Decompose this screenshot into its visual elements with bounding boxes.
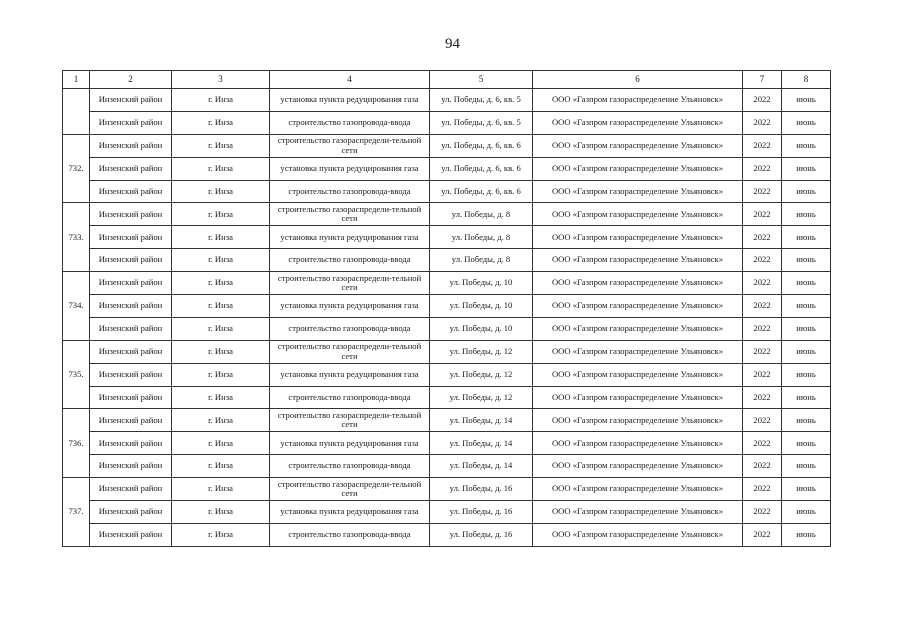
address-cell: ул. Победы, д. 16 <box>430 478 533 501</box>
organization-cell: ООО «Газпром газораспределение Ульяновск» <box>533 386 743 409</box>
city-cell: г. Инза <box>172 523 270 546</box>
table-row <box>63 157 831 180</box>
work-type-cell: строительство газопровода-ввода <box>270 386 430 409</box>
year-cell: 2022 <box>743 111 782 134</box>
district-cell: Инзенский район <box>90 363 172 386</box>
table-row <box>63 203 831 226</box>
district-cell: Инзенский район <box>90 317 172 340</box>
year-cell: 2022 <box>743 478 782 501</box>
table-row <box>63 455 831 478</box>
organization-cell: ООО «Газпром газораспределение Ульяновск» <box>533 317 743 340</box>
work-type-cell: строительство газопровода-ввода <box>270 455 430 478</box>
year-cell: 2022 <box>743 272 782 295</box>
year-cell: 2022 <box>743 340 782 363</box>
district-cell: Инзенский район <box>90 203 172 226</box>
district-cell: Инзенский район <box>90 157 172 180</box>
month-cell: июнь <box>782 203 831 226</box>
district-cell: Инзенский район <box>90 249 172 272</box>
work-type-cell: строительство газопровода-ввода <box>270 180 430 203</box>
organization-cell: ООО «Газпром газораспределение Ульяновск» <box>533 203 743 226</box>
city-cell: г. Инза <box>172 478 270 501</box>
header-cell-5: 5 <box>430 71 533 89</box>
header-cell-1: 1 <box>63 71 90 89</box>
table-row <box>63 340 831 363</box>
address-cell: ул. Победы, д. 14 <box>430 455 533 478</box>
year-cell: 2022 <box>743 249 782 272</box>
year-cell: 2022 <box>743 363 782 386</box>
month-cell: июнь <box>782 409 831 432</box>
district-cell: Инзенский район <box>90 340 172 363</box>
address-cell: ул. Победы, д. 10 <box>430 295 533 318</box>
address-cell: ул. Победы, д. 12 <box>430 363 533 386</box>
header-cell-3: 3 <box>172 71 270 89</box>
address-cell: ул. Победы, д. 10 <box>430 272 533 295</box>
month-cell: июнь <box>782 478 831 501</box>
year-cell: 2022 <box>743 89 782 112</box>
table-row <box>63 226 831 249</box>
year-cell: 2022 <box>743 226 782 249</box>
year-cell: 2022 <box>743 134 782 157</box>
district-cell: Инзенский район <box>90 409 172 432</box>
month-cell: июнь <box>782 249 831 272</box>
organization-cell: ООО «Газпром газораспределение Ульяновск» <box>533 157 743 180</box>
year-cell: 2022 <box>743 432 782 455</box>
district-cell: Инзенский район <box>90 134 172 157</box>
city-cell: г. Инза <box>172 111 270 134</box>
organization-cell: ООО «Газпром газораспределение Ульяновск» <box>533 226 743 249</box>
city-cell: г. Инза <box>172 295 270 318</box>
address-cell: ул. Победы, д. 8 <box>430 226 533 249</box>
address-cell: ул. Победы, д. 6, кв. 6 <box>430 180 533 203</box>
month-cell: июнь <box>782 363 831 386</box>
city-cell: г. Инза <box>172 455 270 478</box>
city-cell: г. Инза <box>172 272 270 295</box>
work-type-cell: установка пункта редуцирования газа <box>270 157 430 180</box>
table-row <box>63 134 831 157</box>
item-number-cell: 734. <box>63 272 90 341</box>
address-cell: ул. Победы, д. 14 <box>430 432 533 455</box>
city-cell: г. Инза <box>172 432 270 455</box>
district-cell: Инзенский район <box>90 455 172 478</box>
table-row <box>63 432 831 455</box>
organization-cell: ООО «Газпром газораспределение Ульяновск» <box>533 363 743 386</box>
year-cell: 2022 <box>743 501 782 524</box>
district-cell: Инзенский район <box>90 478 172 501</box>
city-cell: г. Инза <box>172 180 270 203</box>
city-cell: г. Инза <box>172 363 270 386</box>
item-number-cell: 735. <box>63 340 90 409</box>
address-cell: ул. Победы, д. 12 <box>430 386 533 409</box>
header-cell-4: 4 <box>270 71 430 89</box>
header-cell-8: 8 <box>782 71 831 89</box>
organization-cell: ООО «Газпром газораспределение Ульяновск» <box>533 501 743 524</box>
month-cell: июнь <box>782 226 831 249</box>
work-type-cell: строительство газопровода-ввода <box>270 523 430 546</box>
table-row <box>63 249 831 272</box>
table-row <box>63 272 831 295</box>
organization-cell: ООО «Газпром газораспределение Ульяновск» <box>533 409 743 432</box>
year-cell: 2022 <box>743 386 782 409</box>
year-cell: 2022 <box>743 203 782 226</box>
district-cell: Инзенский район <box>90 295 172 318</box>
month-cell: июнь <box>782 111 831 134</box>
item-number-cell: 732. <box>63 134 90 203</box>
organization-cell: ООО «Газпром газораспределение Ульяновск» <box>533 249 743 272</box>
work-type-cell: строительство газораспредели-тельной сети <box>270 134 430 157</box>
item-number-cell: 737. <box>63 478 90 547</box>
year-cell: 2022 <box>743 317 782 340</box>
work-type-cell: строительство газопровода-ввода <box>270 249 430 272</box>
city-cell: г. Инза <box>172 340 270 363</box>
address-cell: ул. Победы, д. 14 <box>430 409 533 432</box>
work-type-cell: установка пункта редуцирования газа <box>270 501 430 524</box>
work-type-cell: установка пункта редуцирования газа <box>270 89 430 112</box>
district-cell: Инзенский район <box>90 272 172 295</box>
address-cell: ул. Победы, д. 6, кв. 5 <box>430 89 533 112</box>
organization-cell: ООО «Газпром газораспределение Ульяновск» <box>533 478 743 501</box>
work-type-cell: строительство газораспредели-тельной сети <box>270 409 430 432</box>
month-cell: июнь <box>782 295 831 318</box>
city-cell: г. Инза <box>172 89 270 112</box>
schedule-table <box>62 70 831 547</box>
year-cell: 2022 <box>743 157 782 180</box>
organization-cell: ООО «Газпром газораспределение Ульяновск» <box>533 295 743 318</box>
city-cell: г. Инза <box>172 157 270 180</box>
table-body <box>63 89 831 547</box>
table-row <box>63 89 831 112</box>
item-number-cell: 733. <box>63 203 90 272</box>
table-row <box>63 111 831 134</box>
month-cell: июнь <box>782 180 831 203</box>
organization-cell: ООО «Газпром газораспределение Ульяновск» <box>533 134 743 157</box>
item-number-cell <box>63 89 90 135</box>
item-number-cell: 736. <box>63 409 90 478</box>
work-type-cell: установка пункта редуцирования газа <box>270 226 430 249</box>
table-row <box>63 180 831 203</box>
work-type-cell: установка пункта редуцирования газа <box>270 432 430 455</box>
city-cell: г. Инза <box>172 249 270 272</box>
month-cell: июнь <box>782 386 831 409</box>
table-row <box>63 501 831 524</box>
table-row <box>63 523 831 546</box>
address-cell: ул. Победы, д. 6, кв. 5 <box>430 111 533 134</box>
table-row <box>63 386 831 409</box>
table-row <box>63 295 831 318</box>
work-type-cell: установка пункта редуцирования газа <box>270 363 430 386</box>
city-cell: г. Инза <box>172 203 270 226</box>
table-row <box>63 478 831 501</box>
table-row <box>63 409 831 432</box>
district-cell: Инзенский район <box>90 89 172 112</box>
month-cell: июнь <box>782 455 831 478</box>
year-cell: 2022 <box>743 523 782 546</box>
district-cell: Инзенский район <box>90 523 172 546</box>
year-cell: 2022 <box>743 180 782 203</box>
district-cell: Инзенский район <box>90 180 172 203</box>
city-cell: г. Инза <box>172 317 270 340</box>
district-cell: Инзенский район <box>90 386 172 409</box>
address-cell: ул. Победы, д. 10 <box>430 317 533 340</box>
work-type-cell: строительство газораспредели-тельной сети <box>270 340 430 363</box>
organization-cell: ООО «Газпром газораспределение Ульяновск» <box>533 432 743 455</box>
header-cell-2: 2 <box>90 71 172 89</box>
district-cell: Инзенский район <box>90 111 172 134</box>
district-cell: Инзенский район <box>90 226 172 249</box>
table-row <box>63 363 831 386</box>
organization-cell: ООО «Газпром газораспределение Ульяновск» <box>533 455 743 478</box>
organization-cell: ООО «Газпром газораспределение Ульяновск» <box>533 180 743 203</box>
address-cell: ул. Победы, д. 8 <box>430 249 533 272</box>
address-cell: ул. Победы, д. 6, кв. 6 <box>430 134 533 157</box>
year-cell: 2022 <box>743 409 782 432</box>
month-cell: июнь <box>782 317 831 340</box>
work-type-cell: строительство газопровода-ввода <box>270 317 430 340</box>
month-cell: июнь <box>782 134 831 157</box>
month-cell: июнь <box>782 272 831 295</box>
organization-cell: ООО «Газпром газораспределение Ульяновск» <box>533 111 743 134</box>
header-cell-6: 6 <box>533 71 743 89</box>
address-cell: ул. Победы, д. 16 <box>430 501 533 524</box>
work-type-cell: строительство газопровода-ввода <box>270 111 430 134</box>
address-cell: ул. Победы, д. 12 <box>430 340 533 363</box>
address-cell: ул. Победы, д. 8 <box>430 203 533 226</box>
district-cell: Инзенский район <box>90 432 172 455</box>
city-cell: г. Инза <box>172 226 270 249</box>
organization-cell: ООО «Газпром газораспределение Ульяновск» <box>533 340 743 363</box>
month-cell: июнь <box>782 523 831 546</box>
year-cell: 2022 <box>743 295 782 318</box>
city-cell: г. Инза <box>172 134 270 157</box>
city-cell: г. Инза <box>172 409 270 432</box>
work-type-cell: установка пункта редуцирования газа <box>270 295 430 318</box>
year-cell: 2022 <box>743 455 782 478</box>
organization-cell: ООО «Газпром газораспределение Ульяновск» <box>533 272 743 295</box>
header-row <box>63 71 831 89</box>
work-type-cell: строительство газораспредели-тельной сети <box>270 272 430 295</box>
organization-cell: ООО «Газпром газораспределение Ульяновск» <box>533 89 743 112</box>
month-cell: июнь <box>782 89 831 112</box>
address-cell: ул. Победы, д. 6, кв. 6 <box>430 157 533 180</box>
work-type-cell: строительство газораспредели-тельной сети <box>270 478 430 501</box>
organization-cell: ООО «Газпром газораспределение Ульяновск» <box>533 523 743 546</box>
header-cell-7: 7 <box>743 71 782 89</box>
month-cell: июнь <box>782 432 831 455</box>
city-cell: г. Инза <box>172 386 270 409</box>
page-number: 94 <box>445 36 460 52</box>
table-row <box>63 317 831 340</box>
district-cell: Инзенский район <box>90 501 172 524</box>
address-cell: ул. Победы, д. 16 <box>430 523 533 546</box>
month-cell: июнь <box>782 501 831 524</box>
month-cell: июнь <box>782 340 831 363</box>
city-cell: г. Инза <box>172 501 270 524</box>
work-type-cell: строительство газораспредели-тельной сети <box>270 203 430 226</box>
month-cell: июнь <box>782 157 831 180</box>
